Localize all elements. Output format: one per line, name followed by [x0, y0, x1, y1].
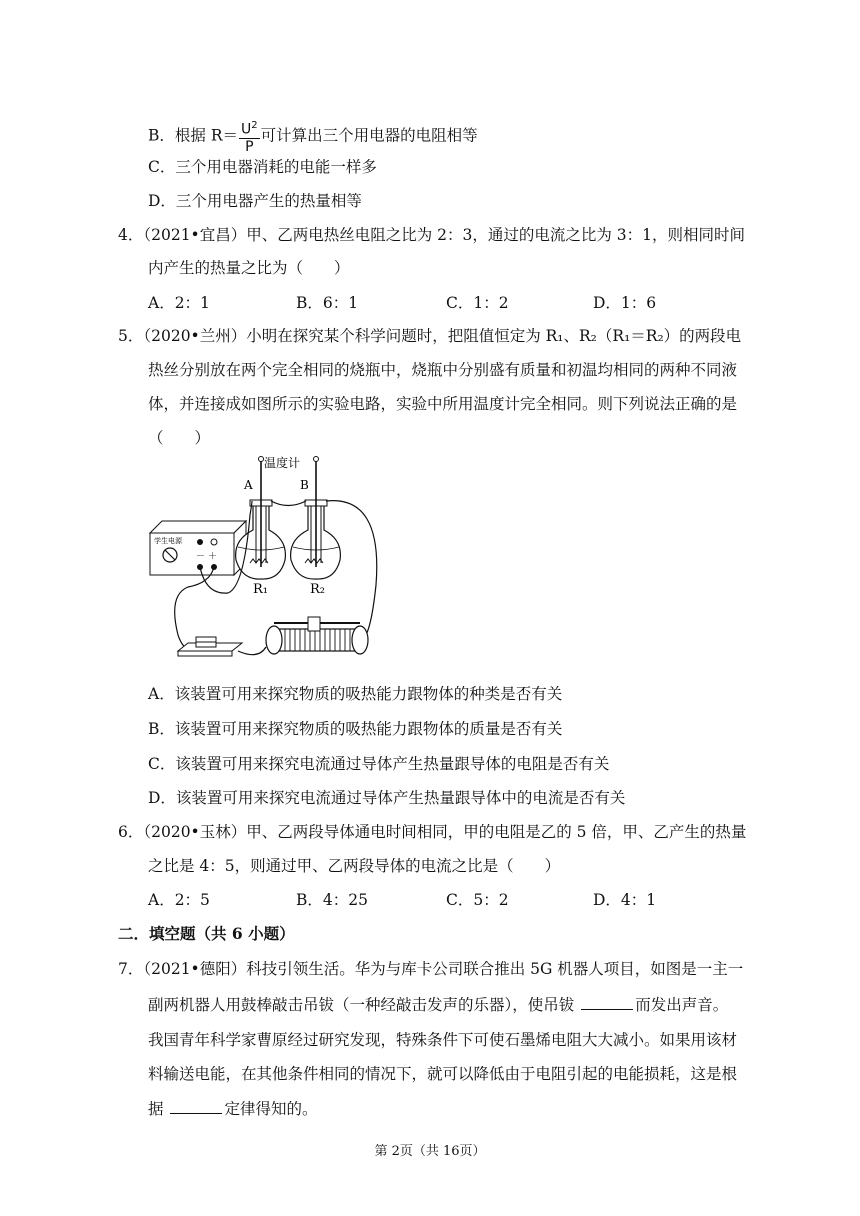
q7-stem-line2: 副两机器人用鼓棒敲击吊钹（一种经敲击发声的乐器），使吊钹 而发出声音。 [148, 996, 729, 1014]
experiment-circuit-figure [148, 455, 388, 670]
q7-stem-line1: 7．（2021•德阳）科技引领生活。华为与库卡公司联合推出 5G 机器人项目，如图是一主一 [118, 960, 744, 978]
answer-blank-1[interactable] [581, 995, 633, 1010]
q6-option-b: B．4：25 [296, 891, 368, 909]
q4-option-d: D．1：6 [593, 294, 657, 312]
label-r1: R₁ [253, 582, 268, 597]
formula-fraction: $\frac{U^2}{P}$ [241, 120, 258, 155]
q5-stem-line3: 体，并连接成如图所示的实验电路，实验中所用温度计完全相同。则下列说法正确的是 [148, 395, 738, 413]
q3-option-d: D．三个用电器产生的热量相等 [148, 192, 362, 210]
label-r2: R₂ [310, 582, 325, 597]
q3-option-b: B．根据 R＝ $\frac{U^2}{P}$ 可计算出三个用电器的电阻相等 [148, 120, 478, 155]
q6-option-d: D．4：1 [593, 891, 657, 909]
q4-stem-line2: 内产生的热量之比为（ ） [148, 259, 350, 277]
q6-stem-line2: 之比是 4：5，则通过甲、乙两段导体的电流之比是（ ） [148, 857, 561, 875]
plus-sign: ＋ [208, 552, 218, 562]
q7-stem-line4: 料输送电能，在其他条件相同的情况下，就可以降低由于电阻引起的电能损耗，这是根 [148, 1065, 738, 1083]
answer-blank-2[interactable] [170, 1099, 222, 1114]
thermometer-label: 温度计 [264, 456, 301, 470]
q5-option-c: C．该装置可用来探究电流通过导体产生热量跟导体的电阻是否有关 [148, 755, 610, 773]
q7-stem-line5: 据 定律得知的。 [148, 1100, 318, 1118]
label-b: B [300, 478, 309, 492]
q6-stem-line1: 6．（2020•玉林）甲、乙两段导体通电时间相同，甲的电阻是乙的 5 倍，甲、乙产生的热量 [118, 823, 747, 841]
power-label: 学生电源 [154, 537, 182, 545]
power-supply [150, 521, 246, 575]
q5-option-a: A．该装置可用来探究物质的吸热能力跟物体的种类是否有关 [148, 685, 563, 703]
section-heading: 二．填空题（共 6 小题） [118, 924, 295, 943]
q5-option-d: D．该装置可用来探究电流通过导体产生热量跟导体中的电流是否有关 [148, 789, 626, 807]
rheostat [266, 617, 368, 654]
q5-stem-line1: 5．（2020•兰州）小明在探究某个科学问题时，把阻值恒定为 R₁、R₂（R₁＝R₂）的两段电 [118, 327, 742, 345]
q6-option-c: C．5：2 [446, 891, 509, 909]
page-footer: 第 2页（共 16页） [374, 1144, 486, 1159]
q4-option-a: A．2：1 [148, 294, 210, 312]
q3-option-c: C．三个用电器消耗的电能一样多 [148, 158, 377, 176]
q5-option-b: B．该装置可用来探究物质的吸热能力跟物体的质量是否有关 [148, 720, 563, 738]
q4-option-c: C．1：2 [446, 294, 509, 312]
q7-stem-line3: 我国青年科学家曹原经过研究发现，特殊条件下可使石墨烯电阻大大减小。如果用该材 [148, 1031, 738, 1049]
minus-sign: － [196, 552, 206, 562]
q5-stem-line2: 热丝分别放在两个完全相同的烧瓶中，烧瓶中分别盛有质量和初温均相同的两种不同液 [148, 361, 738, 379]
q4-option-b: B．6：1 [296, 294, 359, 312]
q6-option-a: A．2：5 [148, 891, 210, 909]
label-a: A [244, 478, 253, 492]
q5-stem-line4: （ ） [148, 429, 211, 447]
q4-stem-line1: 4．（2021•宜昌）甲、乙两电热丝电阻之比为 2：3，通过的电流之比为 3：1，则相同时间 [118, 226, 746, 244]
switch [178, 637, 242, 656]
